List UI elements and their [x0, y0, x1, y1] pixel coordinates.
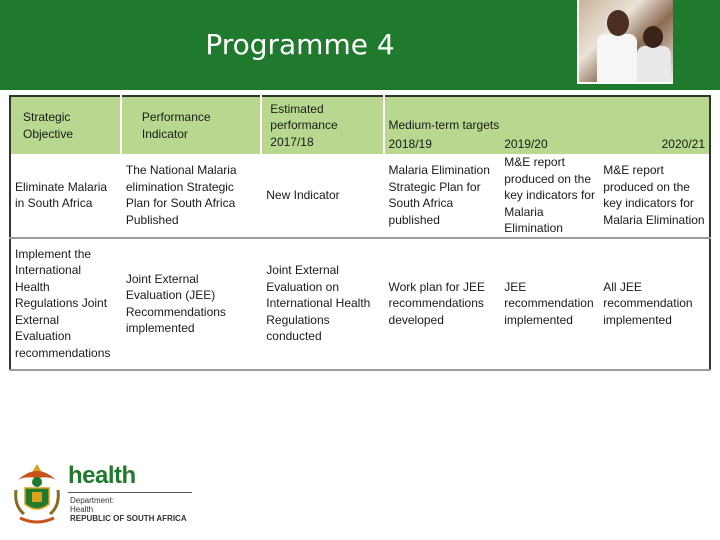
header-estimated-performance: Estimated performance 2017/18 [261, 96, 383, 154]
header-medium-term-targets: Medium-term targets [384, 96, 710, 134]
logo-divider [68, 492, 192, 493]
header-year-2020-21: 2020/21 [599, 134, 710, 154]
row2-estimated: Joint External Evaluation on International Health Regulations conducted [261, 238, 383, 370]
row1-objective: Eliminate Malaria in South Africa [10, 154, 121, 238]
row2-target-2018-19: Work plan for JEE recommendations developed [384, 238, 501, 370]
row1-estimated: New Indicator [261, 154, 383, 238]
table-row [10, 154, 710, 238]
slide-title: Programme 4 [205, 28, 395, 61]
logo-country: REPUBLIC OF SOUTH AFRICA [70, 514, 187, 523]
row2-objective: Implement the International Health Regulations Joint External Evaluation recommendations [10, 238, 121, 370]
title-banner [0, 0, 720, 90]
header-year-2018-19: 2018/19 [384, 134, 501, 154]
row1-target-2019-20: M&E report produced on the key indicators for Malaria Elimination [500, 154, 599, 238]
coat-of-arms-icon [10, 460, 64, 528]
logo-health-word: health [68, 462, 136, 489]
row1-target-2018-19: Malaria Elimination Strategic Plan for South Africa published [384, 154, 501, 238]
header-year-2019-20: 2019/20 [500, 134, 599, 154]
banner-photo [577, 0, 673, 84]
logo-department-label: Department: [70, 496, 115, 505]
row2-target-2020-21: All JEE recommendation implemented [599, 238, 710, 370]
header-performance-indicator: Performance Indicator [121, 96, 261, 154]
row2-target-2019-20: JEE recommendation implemented [500, 238, 599, 370]
row2-indicator: Joint External Evaluation (JEE) Recommendations implemented [121, 238, 261, 370]
row1-indicator: The National Malaria elimination Strategic Plan for South Africa Published [121, 154, 261, 238]
programme-table [9, 95, 711, 371]
logo-department-name: Health [70, 505, 94, 514]
row1-target-2020-21: M&E report produced on the key indicators for Malaria Elimination [599, 154, 710, 238]
table-row [10, 238, 710, 370]
header-strategic-objective: Strategic Objective [10, 96, 121, 154]
department-of-health-logo [10, 460, 195, 528]
logo-department [70, 496, 114, 514]
